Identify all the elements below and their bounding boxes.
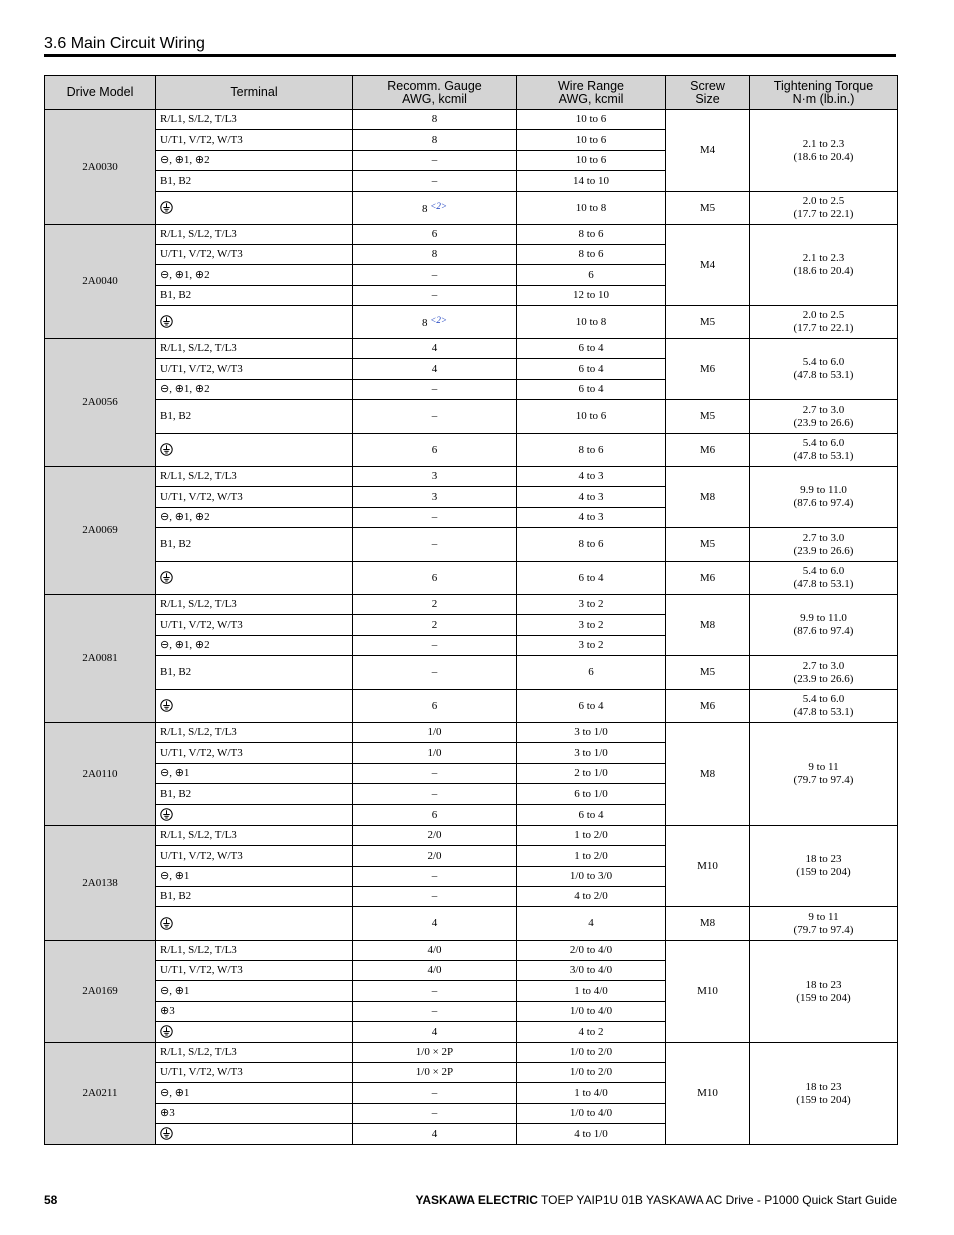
recomm-gauge-cell: 1/0 (353, 743, 517, 764)
table-row (45, 656, 898, 690)
wire-range-cell: 8 to 6 (517, 245, 666, 265)
recomm-gauge-cell: – (353, 528, 517, 562)
recomm-gauge-cell: – (353, 151, 517, 171)
terminal-cell: R/L1, S/L2, T/L3 (156, 467, 353, 487)
terminal-cell: ⊖, ⊕1 (156, 1083, 353, 1104)
screw-size-cell: M5 (666, 306, 750, 339)
wire-range-cell: 8 to 6 (517, 225, 666, 245)
torque-nm: 2.0 to 2.5 (802, 309, 845, 321)
wire-range-cell: 3/0 to 4/0 (517, 961, 666, 981)
terminal-cell: R/L1, S/L2, T/L3 (156, 826, 353, 846)
tightening-torque-cell (750, 907, 898, 941)
terminal-cell (156, 690, 353, 723)
torque-lbin: (47.8 to 53.1) (793, 578, 854, 590)
terminal-cell: U/T1, V/T2, W/T3 (156, 359, 353, 380)
wire-range-cell: 4 to 3 (517, 508, 666, 528)
recomm-gauge-cell: 4 (353, 339, 517, 359)
terminal-cell: R/L1, S/L2, T/L3 (156, 110, 353, 130)
terminal-cell: R/L1, S/L2, T/L3 (156, 1043, 353, 1063)
terminal-cell: U/T1, V/T2, W/T3 (156, 846, 353, 867)
torque-lbin: (47.8 to 53.1) (793, 706, 854, 718)
recomm-gauge-cell: – (353, 265, 517, 286)
tightening-torque-cell (750, 690, 898, 723)
wire-range-cell: 1 to 2/0 (517, 846, 666, 867)
screw-size-cell: M6 (666, 339, 750, 400)
recomm-gauge-cell: – (353, 656, 517, 690)
screw-size-cell: M4 (666, 110, 750, 192)
terminal-cell: U/T1, V/T2, W/T3 (156, 615, 353, 636)
terminal-cell: B1, B2 (156, 286, 353, 306)
wire-range-cell: 4 to 3 (517, 487, 666, 508)
terminal-cell: R/L1, S/L2, T/L3 (156, 941, 353, 961)
header-terminal: Terminal (156, 76, 353, 110)
terminal-cell: ⊖, ⊕1 (156, 867, 353, 887)
recomm-gauge-cell: 4 (353, 1124, 517, 1145)
terminal-cell (156, 562, 353, 595)
wire-range-cell: 4 to 2 (517, 1022, 666, 1043)
recomm-gauge-cell: 8 (353, 245, 517, 265)
terminal-cell (156, 1022, 353, 1043)
torque-lbin: (18.6 to 20.4) (793, 150, 854, 163)
torque-lbin: (79.7 to 97.4) (793, 774, 854, 786)
terminal-cell: ⊖, ⊕1, ⊕2 (156, 636, 353, 656)
tightening-torque-cell (750, 434, 898, 467)
screw-size-cell: M5 (666, 656, 750, 690)
recomm-gauge-cell: 6 (353, 562, 517, 595)
tightening-torque-cell (750, 528, 898, 562)
terminal-cell: B1, B2 (156, 887, 353, 907)
screw-size-cell: M10 (666, 941, 750, 1043)
recomm-gauge-cell (353, 192, 517, 225)
torque-nm: 18 to 23 (805, 978, 842, 991)
terminal-cell: B1, B2 (156, 400, 353, 434)
recomm-gauge-cell: 4 (353, 907, 517, 941)
table-row (45, 690, 898, 723)
header-tightening-torque: Tightening Torque N·m (lb.in.) (750, 76, 898, 110)
tightening-torque-cell (750, 400, 898, 434)
terminal-cell (156, 907, 353, 941)
ground-icon (160, 917, 173, 930)
recomm-gauge-cell (353, 306, 517, 339)
wire-range-cell: 4 to 2/0 (517, 887, 666, 907)
wire-range-cell: 1 to 4/0 (517, 1083, 666, 1104)
terminal-cell: U/T1, V/T2, W/T3 (156, 961, 353, 981)
terminal-cell: R/L1, S/L2, T/L3 (156, 225, 353, 245)
table-row (45, 562, 898, 595)
terminal-cell (156, 434, 353, 467)
table-row (45, 306, 898, 339)
wire-range-cell: 6 to 4 (517, 339, 666, 359)
torque-lbin: (47.8 to 53.1) (793, 369, 854, 381)
terminal-cell: ⊖, ⊕1, ⊕2 (156, 151, 353, 171)
torque-nm: 2.0 to 2.5 (802, 195, 845, 207)
torque-nm: 2.7 to 3.0 (802, 531, 845, 544)
drive-model-cell: 2A0169 (45, 941, 156, 1043)
table-header-row (45, 76, 898, 110)
tightening-torque-cell (750, 110, 898, 192)
screw-size-cell: M8 (666, 467, 750, 528)
wire-range-cell: 3 to 2 (517, 636, 666, 656)
header-drive-model: Drive Model (45, 76, 156, 110)
wire-range-cell: 8 to 6 (517, 528, 666, 562)
tightening-torque-cell (750, 826, 898, 907)
table-row (45, 941, 898, 961)
terminal-cell: R/L1, S/L2, T/L3 (156, 595, 353, 615)
torque-lbin: (159 to 204) (796, 1093, 851, 1106)
tightening-torque-cell (750, 562, 898, 595)
recomm-gauge-cell: 1/0 (353, 723, 517, 743)
recomm-gauge-cell: – (353, 380, 517, 400)
wire-range-cell: 3 to 1/0 (517, 723, 666, 743)
torque-lbin: (87.6 to 97.4) (793, 625, 854, 637)
recomm-gauge-cell: 6 (353, 434, 517, 467)
ground-icon (160, 1127, 173, 1140)
screw-size-cell: M6 (666, 690, 750, 723)
terminal-cell: U/T1, V/T2, W/T3 (156, 130, 353, 151)
torque-lbin: (23.9 to 26.6) (793, 416, 854, 429)
tightening-torque-cell (750, 1043, 898, 1145)
terminal-cell: ⊖, ⊕1, ⊕2 (156, 265, 353, 286)
wire-range-cell: 6 to 4 (517, 380, 666, 400)
wire-range-cell: 3 to 2 (517, 615, 666, 636)
wire-range-cell: 6 to 4 (517, 690, 666, 723)
recomm-gauge-cell: 2 (353, 595, 517, 615)
tightening-torque-cell (750, 339, 898, 400)
table-row (45, 907, 898, 941)
terminal-cell: B1, B2 (156, 656, 353, 690)
drive-model-cell: 2A0211 (45, 1043, 156, 1145)
wire-range-cell: 4 to 3 (517, 467, 666, 487)
torque-nm: 9 to 11 (808, 761, 839, 773)
wire-range-cell: 6 (517, 656, 666, 690)
ground-icon (160, 443, 173, 456)
recomm-gauge-cell: – (353, 764, 517, 784)
recomm-gauge-cell: 8 (353, 110, 517, 130)
table-row (45, 467, 898, 487)
tightening-torque-cell (750, 723, 898, 826)
recomm-gauge-cell: 2/0 (353, 846, 517, 867)
table-row (45, 528, 898, 562)
terminal-cell (156, 192, 353, 225)
screw-size-cell: M8 (666, 723, 750, 826)
wire-range-cell: 10 to 8 (517, 306, 666, 339)
table-row (45, 723, 898, 743)
drive-model-cell: 2A0040 (45, 225, 156, 339)
drive-model-cell: 2A0110 (45, 723, 156, 826)
terminal-cell: R/L1, S/L2, T/L3 (156, 339, 353, 359)
drive-model-cell: 2A0056 (45, 339, 156, 467)
section-title: 3.6 Main Circuit Wiring (44, 34, 896, 57)
table-row (45, 192, 898, 225)
torque-nm: 18 to 23 (805, 853, 842, 865)
torque-nm: 2.1 to 2.3 (802, 252, 845, 264)
terminal-cell (156, 805, 353, 826)
torque-nm: 5.4 to 6.0 (802, 437, 845, 449)
recomm-gauge-cell: – (353, 1104, 517, 1124)
footnote-link[interactable]: <2> (430, 201, 447, 211)
torque-nm: 9.9 to 11.0 (800, 612, 847, 624)
ground-icon (160, 808, 173, 821)
terminal-cell: ⊕3 (156, 1002, 353, 1022)
recomm-gauge-cell: 1/0 × 2P (353, 1063, 517, 1083)
terminal-cell: ⊖, ⊕1, ⊕2 (156, 508, 353, 528)
recomm-gauge-cell: 3 (353, 467, 517, 487)
header-recomm-gauge: Recomm. Gauge AWG, kcmil (353, 76, 517, 110)
terminal-cell: U/T1, V/T2, W/T3 (156, 487, 353, 508)
ground-icon (160, 571, 173, 584)
wire-range-cell: 10 to 6 (517, 151, 666, 171)
torque-lbin: (159 to 204) (796, 991, 851, 1004)
table-row (45, 595, 898, 615)
recomm-gauge-cell: 6 (353, 805, 517, 826)
terminal-cell: B1, B2 (156, 171, 353, 192)
wire-range-cell: 6 to 1/0 (517, 784, 666, 805)
terminal-cell: B1, B2 (156, 784, 353, 805)
table-row (45, 434, 898, 467)
drive-model-cell: 2A0030 (45, 110, 156, 225)
terminal-cell (156, 1124, 353, 1145)
tightening-torque-cell (750, 467, 898, 528)
wire-range-cell: 4 (517, 907, 666, 941)
screw-size-cell: M5 (666, 400, 750, 434)
torque-nm: 9 to 11 (808, 910, 839, 923)
recomm-gauge-cell: 3 (353, 487, 517, 508)
ground-icon (160, 201, 173, 214)
torque-lbin: (79.7 to 97.4) (793, 923, 854, 936)
drive-model-cell: 2A0138 (45, 826, 156, 941)
recomm-gauge-cell: – (353, 636, 517, 656)
table-row (45, 400, 898, 434)
screw-size-cell: M4 (666, 225, 750, 306)
recomm-gauge-cell: – (353, 784, 517, 805)
recomm-gauge-cell: – (353, 286, 517, 306)
recomm-gauge-cell: – (353, 171, 517, 192)
recomm-gauge-cell: – (353, 1083, 517, 1104)
recomm-gauge-cell: 6 (353, 225, 517, 245)
wire-range-cell: 1/0 to 3/0 (517, 867, 666, 887)
recomm-gauge-cell: – (353, 508, 517, 528)
wire-range-cell: 8 to 6 (517, 434, 666, 467)
torque-nm: 5.4 to 6.0 (802, 565, 845, 577)
tightening-torque-cell (750, 595, 898, 656)
wire-range-cell: 1/0 to 4/0 (517, 1002, 666, 1022)
drive-model-cell: 2A0081 (45, 595, 156, 723)
screw-size-cell: M10 (666, 826, 750, 907)
screw-size-cell: M6 (666, 562, 750, 595)
torque-lbin: (18.6 to 20.4) (793, 265, 854, 277)
wire-range-cell: 3 to 2 (517, 595, 666, 615)
header-screw-size: Screw Size (666, 76, 750, 110)
wire-range-cell: 2 to 1/0 (517, 764, 666, 784)
torque-nm: 5.4 to 6.0 (802, 356, 845, 368)
wire-range-cell: 10 to 6 (517, 110, 666, 130)
terminal-cell: U/T1, V/T2, W/T3 (156, 245, 353, 265)
wire-range-cell: 10 to 6 (517, 400, 666, 434)
wire-range-cell: 3 to 1/0 (517, 743, 666, 764)
torque-lbin: (47.8 to 53.1) (793, 450, 854, 462)
screw-size-cell: M5 (666, 192, 750, 225)
terminal-cell (156, 306, 353, 339)
gauge-value: 8 (422, 317, 428, 329)
screw-size-cell: M8 (666, 907, 750, 941)
ground-icon (160, 699, 173, 712)
wire-range-cell: 1/0 to 2/0 (517, 1043, 666, 1063)
wire-range-cell: 14 to 10 (517, 171, 666, 192)
screw-size-cell: M8 (666, 595, 750, 656)
torque-nm: 2.7 to 3.0 (802, 659, 845, 672)
recomm-gauge-cell: 4/0 (353, 961, 517, 981)
terminal-cell: U/T1, V/T2, W/T3 (156, 1063, 353, 1083)
wiring-table (44, 75, 898, 1145)
terminal-cell: U/T1, V/T2, W/T3 (156, 743, 353, 764)
screw-size-cell: M6 (666, 434, 750, 467)
terminal-cell: ⊖, ⊕1 (156, 764, 353, 784)
wire-range-cell: 2/0 to 4/0 (517, 941, 666, 961)
recomm-gauge-cell: – (353, 1002, 517, 1022)
recomm-gauge-cell: 6 (353, 690, 517, 723)
recomm-gauge-cell: – (353, 981, 517, 1002)
terminal-cell: R/L1, S/L2, T/L3 (156, 723, 353, 743)
wire-range-cell: 1/0 to 4/0 (517, 1104, 666, 1124)
tightening-torque-cell (750, 656, 898, 690)
torque-nm: 2.1 to 2.3 (802, 137, 845, 150)
wire-range-cell: 6 to 4 (517, 562, 666, 595)
page-number: 58 (44, 1193, 58, 1207)
wire-range-cell: 6 (517, 265, 666, 286)
table-row (45, 339, 898, 359)
table-row (45, 225, 898, 245)
footnote-link[interactable]: <2> (430, 315, 447, 325)
torque-lbin: (87.6 to 97.4) (793, 497, 854, 509)
table-row (45, 1043, 898, 1063)
torque-nm: 18 to 23 (805, 1080, 842, 1093)
torque-lbin: (17.7 to 22.1) (793, 322, 854, 334)
recomm-gauge-cell: 4/0 (353, 941, 517, 961)
table-row (45, 110, 898, 130)
ground-icon (160, 315, 173, 328)
torque-nm: 2.7 to 3.0 (802, 403, 845, 416)
recomm-gauge-cell: 4 (353, 1022, 517, 1043)
table-row (45, 826, 898, 846)
terminal-cell: ⊕3 (156, 1104, 353, 1124)
wire-range-cell: 10 to 8 (517, 192, 666, 225)
tightening-torque-cell (750, 192, 898, 225)
recomm-gauge-cell: 2/0 (353, 826, 517, 846)
torque-nm: 5.4 to 6.0 (802, 693, 845, 705)
ground-icon (160, 1025, 173, 1038)
recomm-gauge-cell: – (353, 867, 517, 887)
wire-range-cell: 1 to 4/0 (517, 981, 666, 1002)
torque-lbin: (17.7 to 22.1) (793, 208, 854, 220)
terminal-cell: ⊖, ⊕1 (156, 981, 353, 1002)
recomm-gauge-cell: 4 (353, 359, 517, 380)
footer-brand: YASKAWA ELECTRIC (415, 1193, 538, 1207)
wire-range-cell: 1/0 to 2/0 (517, 1063, 666, 1083)
wire-range-cell: 12 to 10 (517, 286, 666, 306)
terminal-cell: ⊖, ⊕1, ⊕2 (156, 380, 353, 400)
wire-range-cell: 1 to 2/0 (517, 826, 666, 846)
screw-size-cell: M5 (666, 528, 750, 562)
tightening-torque-cell (750, 306, 898, 339)
wire-range-cell: 4 to 1/0 (517, 1124, 666, 1145)
tightening-torque-cell (750, 225, 898, 306)
footer-doc-info (415, 1193, 897, 1207)
recomm-gauge-cell: – (353, 887, 517, 907)
wire-range-cell: 6 to 4 (517, 805, 666, 826)
wire-range-cell: 10 to 6 (517, 130, 666, 151)
recomm-gauge-cell: 1/0 × 2P (353, 1043, 517, 1063)
footer-doc-title: TOEP YAIP1U 01B YASKAWA AC Drive - P1000 Quick Start Guide (537, 1193, 897, 1207)
tightening-torque-cell (750, 941, 898, 1043)
gauge-value: 8 (422, 203, 428, 215)
torque-nm: 9.9 to 11.0 (800, 484, 847, 496)
drive-model-cell: 2A0069 (45, 467, 156, 595)
torque-lbin: (23.9 to 26.6) (793, 672, 854, 685)
wire-range-cell: 6 to 4 (517, 359, 666, 380)
recomm-gauge-cell: 8 (353, 130, 517, 151)
recomm-gauge-cell: 2 (353, 615, 517, 636)
recomm-gauge-cell: – (353, 400, 517, 434)
header-wire-range: Wire Range AWG, kcmil (517, 76, 666, 110)
terminal-cell: B1, B2 (156, 528, 353, 562)
screw-size-cell: M10 (666, 1043, 750, 1145)
torque-lbin: (23.9 to 26.6) (793, 544, 854, 557)
torque-lbin: (159 to 204) (796, 866, 851, 878)
